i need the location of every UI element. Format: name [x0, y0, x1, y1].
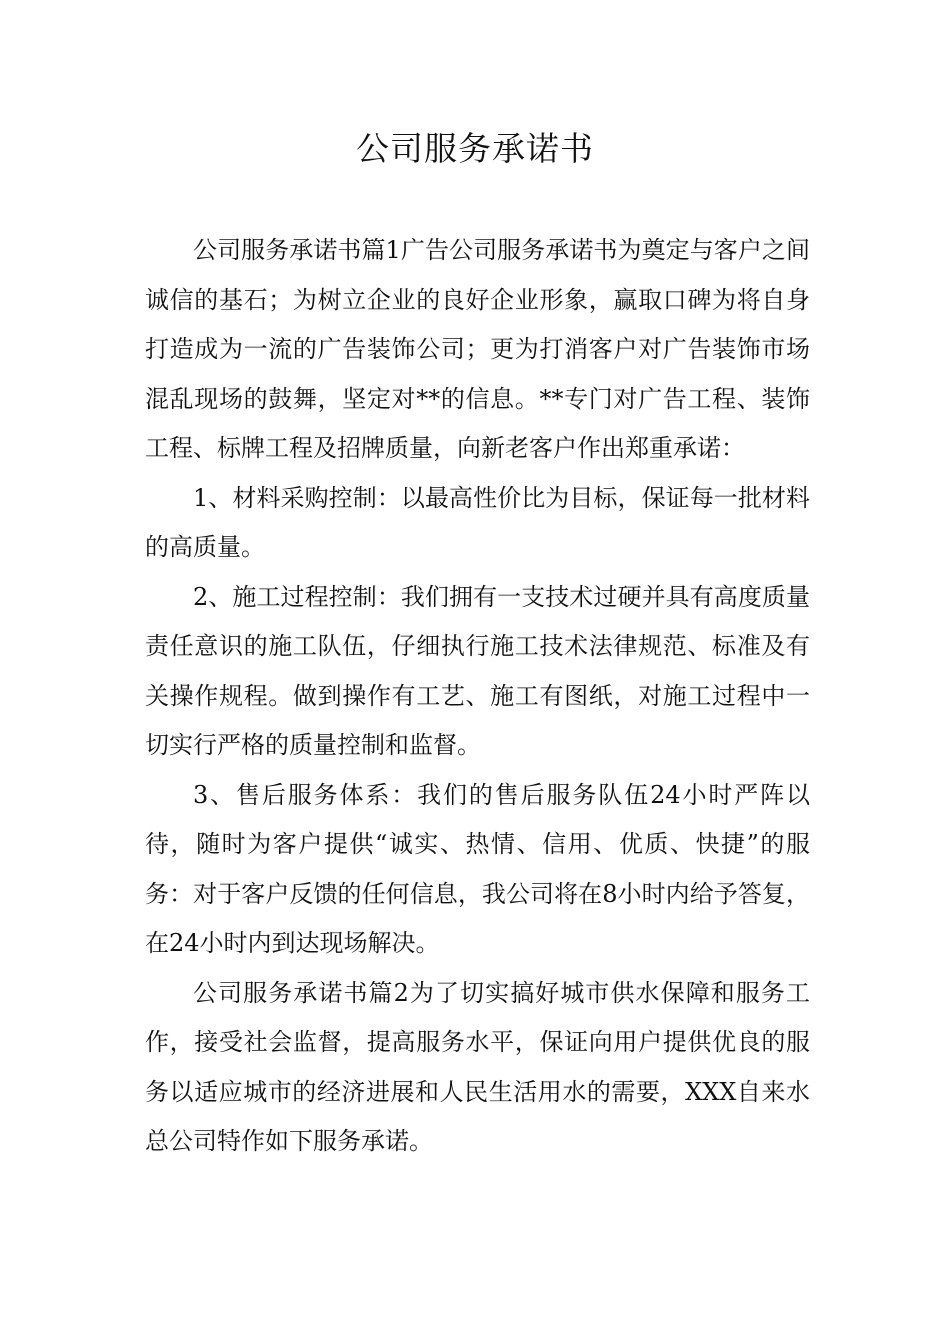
document-title: 公司服务承诺书 [356, 129, 594, 168]
paragraph-item-2: 2、施工过程控制：我们拥有一支技术过硬并具有高度质量责任意识的施工队伍，仔细执行施工技术法律规范、标准及有关操作规程。做到操作有工艺、施工有图纸，对施工过程中一切实行严格的质量控制和监督。 [145, 582, 810, 759]
paragraph-section-2: 公司服务承诺书篇2为了切实搞好城市供水保障和服务工作，接受社会监督，提高服务水平，保证向用户提供优良的服务以适应城市的经济进展和人民生活用水的需要，XXX自来水总公司特作如下服务承诺。 [145, 978, 810, 1155]
document-body [145, 226, 810, 1167]
paragraph-item-3: 3、售后服务体系：我们的售后服务队伍24小时严阵以待，随时为客户提供“诚实、热情、信用、优质、快捷”的服务：对于客户反馈的任何信息，我公司将在8小时内给予答复，在24小时内到达现场解决。 [145, 780, 810, 957]
paragraph-item-1: 1、材料采购控制：以最高性价比为目标，保证每一批材料的高质量。 [145, 483, 810, 561]
paragraph-intro: 公司服务承诺书篇1广告公司服务承诺书为奠定与客户之间诚信的基石；为树立企业的良好企业形象，赢取口碑为将自身打造成为一流的广告装饰公司；更为打消客户对广告装饰市场混乱现场的鼓舞，坚定对**的信息。**专门对广告工程、装饰工程、标牌工程及招牌质量，向新老客户作出郑重承诺： [145, 236, 810, 462]
